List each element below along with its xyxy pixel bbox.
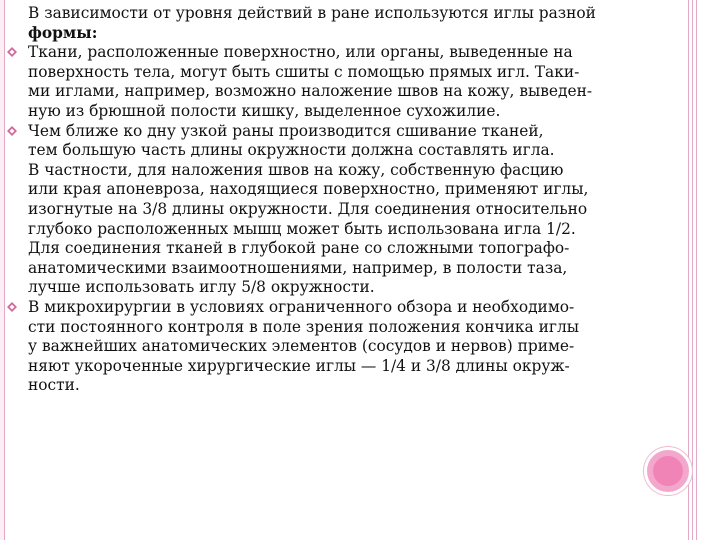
decorative-pink-circle-core: [653, 456, 683, 486]
paragraph-line: глубоко расположенных мышц может быть использована игла 1/2.: [28, 219, 576, 238]
paragraph-line: ности.: [28, 376, 80, 395]
paragraph-line: лучше использовать иглу 5/8 окружности.: [28, 278, 375, 297]
pink-diamond-bullet-icon: [7, 126, 17, 136]
paragraph-line: В микрохирургии в условиях ограниченного обзора и необходимо-: [28, 297, 575, 316]
bullet-paragraph-microsurgery: [28, 298, 680, 396]
paragraph-line: ми иглами, например, возможно наложение швов на кожу, выведен-: [28, 82, 593, 101]
pink-diamond-bullet-icon: [7, 47, 17, 57]
paragraph-line: В частности, для наложения швов на кожу, собственную фасцию: [28, 160, 564, 179]
paragraph-line: анатомическими взаимоотношениями, например, в полости таза,: [28, 258, 568, 277]
slide-body: [28, 4, 680, 396]
slide-heading: [28, 4, 680, 43]
pink-diamond-bullet-icon: [7, 302, 17, 312]
paragraph-line: Для соединения тканей в глубокой ране со сложными топографо-: [28, 239, 570, 258]
bullet-paragraph-straight-needles: [28, 43, 680, 121]
paragraph-line: изогнутые на 3/8 длины окружности. Для соединения относительно: [28, 199, 588, 218]
bullet-paragraph-curved-needles: [28, 122, 680, 298]
left-frame-line: [4, 0, 5, 540]
decorative-pink-circle: [644, 447, 692, 495]
paragraph-line: тем большую часть длины окружности должна составлять игла.: [28, 141, 555, 160]
paragraph-line: сти постоянного контроля в поле зрения положения кончика иглы: [28, 317, 579, 336]
heading-line: В зависимости от уровня действий в ране используются иглы разной: [28, 4, 596, 22]
paragraph-line: няют укороченные хирургические иглы — 1/4 и 3/8 длины окруж-: [28, 356, 570, 375]
paragraph-line: Ткани, расположенные поверхностно, или органы, выведенные на: [28, 43, 573, 62]
right-frame-line-2: [692, 0, 693, 540]
paragraph-line: Чем ближе ко дну узкой раны производится сшивание тканей,: [28, 121, 544, 140]
right-frame-line-3: [696, 0, 697, 540]
paragraph-line: ную из брюшной полости кишку, выделенное сухожилие.: [28, 101, 501, 120]
paragraph-line: у важнейших анатомических элементов (сосудов и нервов) приме-: [28, 337, 575, 356]
paragraph-line: или края апоневроза, находящиеся поверхностно, применяют иглы,: [28, 180, 589, 199]
heading-line: формы:: [28, 23, 98, 42]
paragraph-line: поверхность тела, могут быть сшиты с помощью прямых игл. Таки-: [28, 62, 580, 81]
